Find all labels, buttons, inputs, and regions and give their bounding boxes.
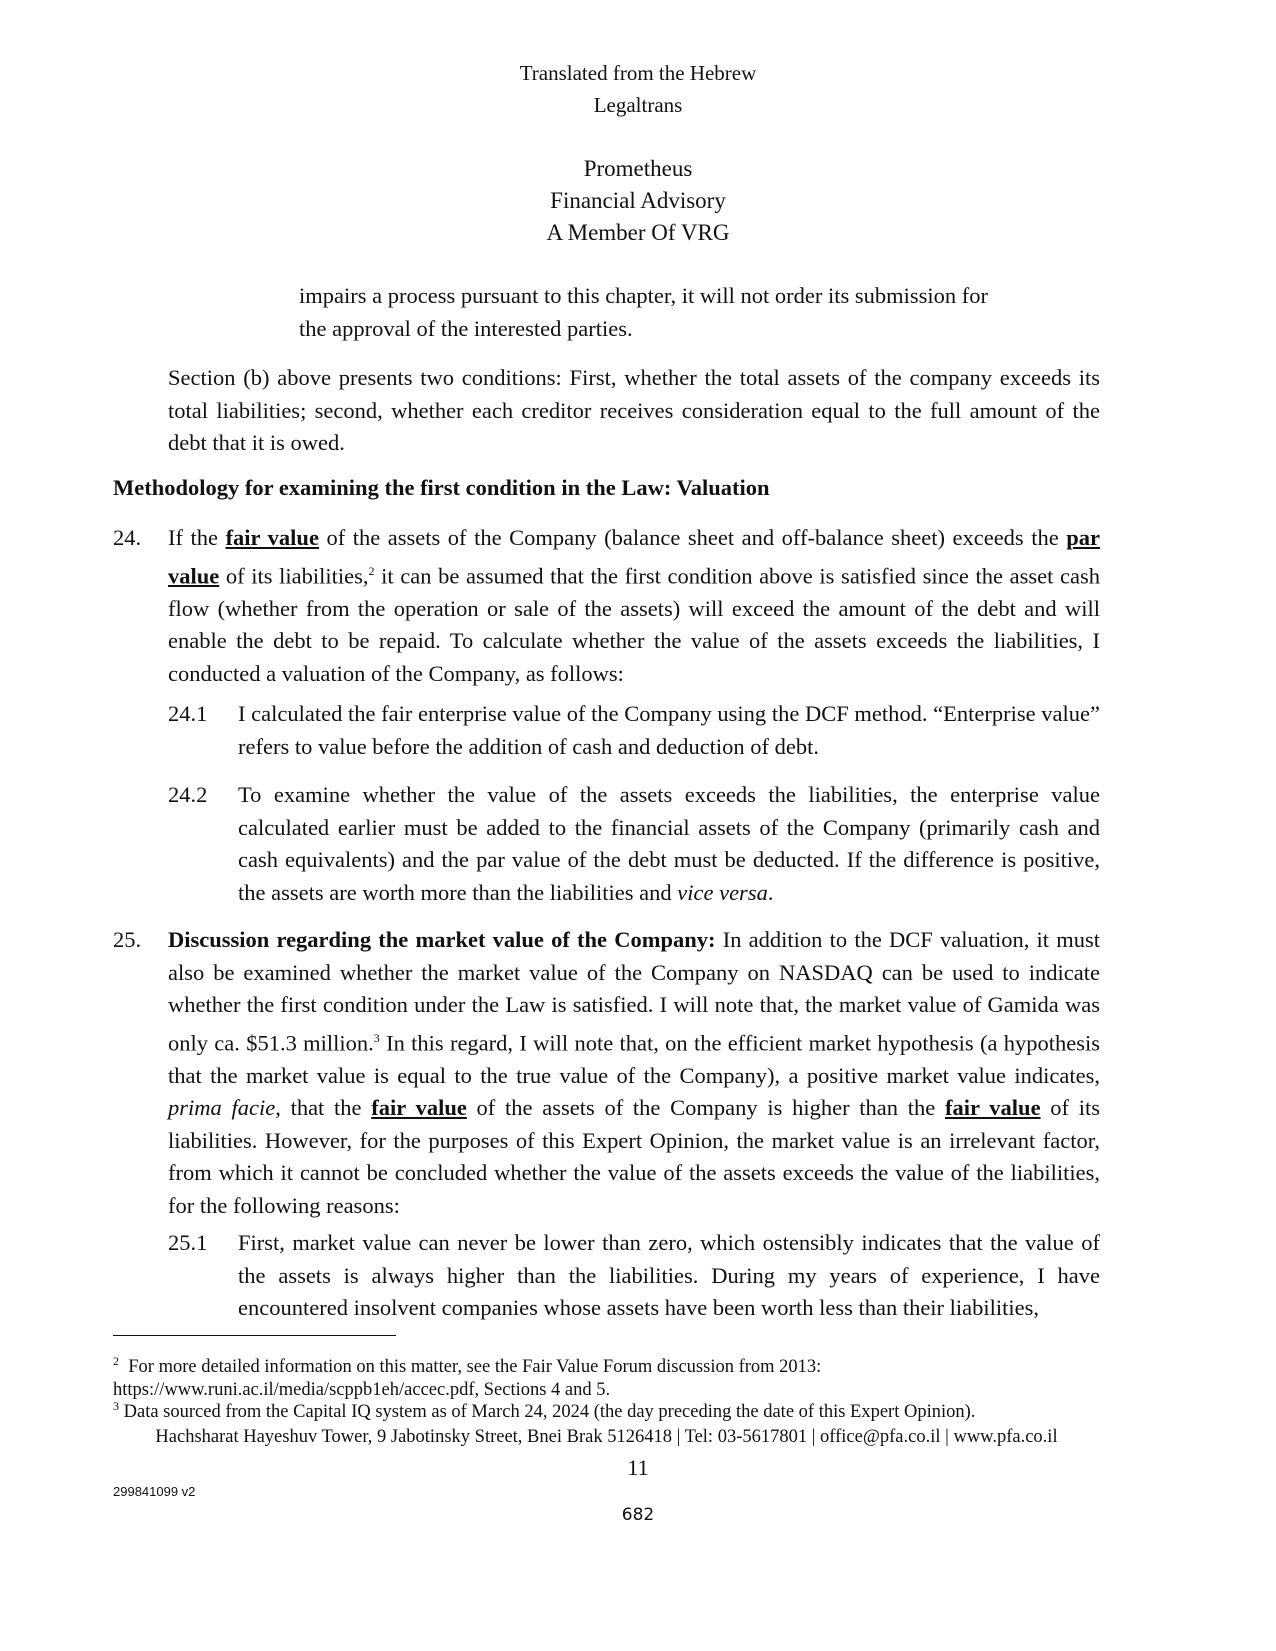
para-24-text: If the fair value of the assets of the Company (balance sheet and off-balance sheet) exceeds the par value of its liabilities,$^2$ it can be assumed that the first condition above is satisfied since the asset cash flow (whether from the operation or sale of the assets) will exceed the amount of the debt and will enable the debt to be repaid. To calculate whether the value of the assets exceeds the liabilities, I conducted a valuation of the Company, as follows:: [168, 525, 1101, 686]
para-25-lead: Discussion regarding the market value of the Company:: [168, 927, 716, 952]
document-id: 299841099 v2: [113, 1484, 196, 1499]
para-24-number: 24.: [113, 525, 142, 550]
para-24-1-number: 24.1: [168, 701, 208, 726]
footnote-2-url: https://www.runi.ac.il/media/scppb1eh/accec.pdf, Sections 4 and 5.: [113, 1380, 611, 1401]
firm-subtitle: Financial Advisory: [550, 188, 726, 213]
para-25-text: Discussion regarding the market value of the Company: In addition to the DCF valuation, it must also be examined whether the market value of the Company on NASDAQ can be used to indicate whether the first condition under the Law is satisfied. I will note that, the market value of Gamida was only ca. $51.3 million.$^3$ In this regard, I will note that, on the efficient market hypothesis (a hypothesis that the market value is equal to the true value of the Company), a positive market value indicates, prima facie, that the fair value of the assets of the Company is higher than the fair value of its liabilities. However, for the purposes of this Expert Opinion, the market value is an irrelevant factor, from which it cannot be concluded whether the value of the assets exceeds the value of the liabilities, for the following reasons:: [168, 927, 1101, 1218]
firm-name: Prometheus: [583, 156, 693, 181]
translation-note: Translated from the Hebrew: [519, 61, 757, 85]
para-25-1-text: First, market value can never be lower than zero, which ostensibly indicates that the value of the assets is always higher than the liabilities. During my years of experience, I have encountered insolvent companies whose assets have been worth less than their liabilities,: [238, 1230, 1100, 1320]
quote-line-1: impairs a process pursuant to this chapter, it will not order its submission for: [299, 283, 988, 308]
quote-continuation: [299, 280, 1059, 345]
footnote-2: $^2$ For more detailed information on this matter, see the Fair Value Forum discussion from 2013: https://www.runi.ac.il/media/scppb1eh/accec.pdf, Sections 4 and 5.: [113, 1350, 1100, 1402]
quote-line-2: the approval of the interested parties.: [299, 315, 633, 341]
para-25-number: 25.: [113, 927, 142, 952]
fair-value-term: fair value: [945, 1095, 1041, 1120]
page-number: 11: [627, 1455, 649, 1480]
footnote-ref-3: 3: [373, 1030, 380, 1045]
footnote-separator: [113, 1335, 396, 1336]
footer-address: Hachsharat Hayeshuv Tower, 9 Jabotinsky Street, Bnei Brak 5126418 | Tel: 03-5617801 | office@pfa.co.il | www.pfa.co.il: [155, 1427, 1058, 1447]
fair-value-term: fair value: [225, 525, 319, 550]
para-24-1-text: I calculated the fair enterprise value of the Company using the DCF method. “Enterprise value” refers to value before the addition of cash and deduction of debt.: [238, 701, 1100, 759]
footnote-3: $^3$ Data sourced from the Capital IQ system as of March 24, 2024 (the day preceding the date of this Expert Opinion).: [113, 1399, 976, 1423]
para-24-2-text: To examine whether the value of the assets exceeds the liabilities, the enterprise value calculated earlier must be added to the financial assets of the Company (primarily cash and cash equivalents) and the par value of the debt must be deducted. If the difference is positive, the assets are worth more than the liabilities and vice versa.: [238, 782, 1100, 905]
section-heading: Methodology for examining the first condition in the Law: Valuation: [113, 475, 770, 500]
fair-value-term: fair value: [371, 1095, 467, 1120]
section-b-paragraph: Section (b) above presents two conditions: First, whether the total assets of the company exceeds its total liabilities; second, whether each creditor receives consideration equal to the full amount of the debt that it is owed.: [168, 365, 1100, 455]
footnote-ref-2: 2: [368, 563, 375, 578]
par-value-term: par value: [168, 525, 1101, 588]
bates-stamp: 682: [621, 1505, 655, 1525]
translator-name: Legaltrans: [593, 93, 683, 117]
firm-member: A Member Of VRG: [546, 220, 730, 245]
para-25-1-number: 25.1: [168, 1230, 208, 1255]
para-24-2-number: 24.2: [168, 782, 208, 807]
